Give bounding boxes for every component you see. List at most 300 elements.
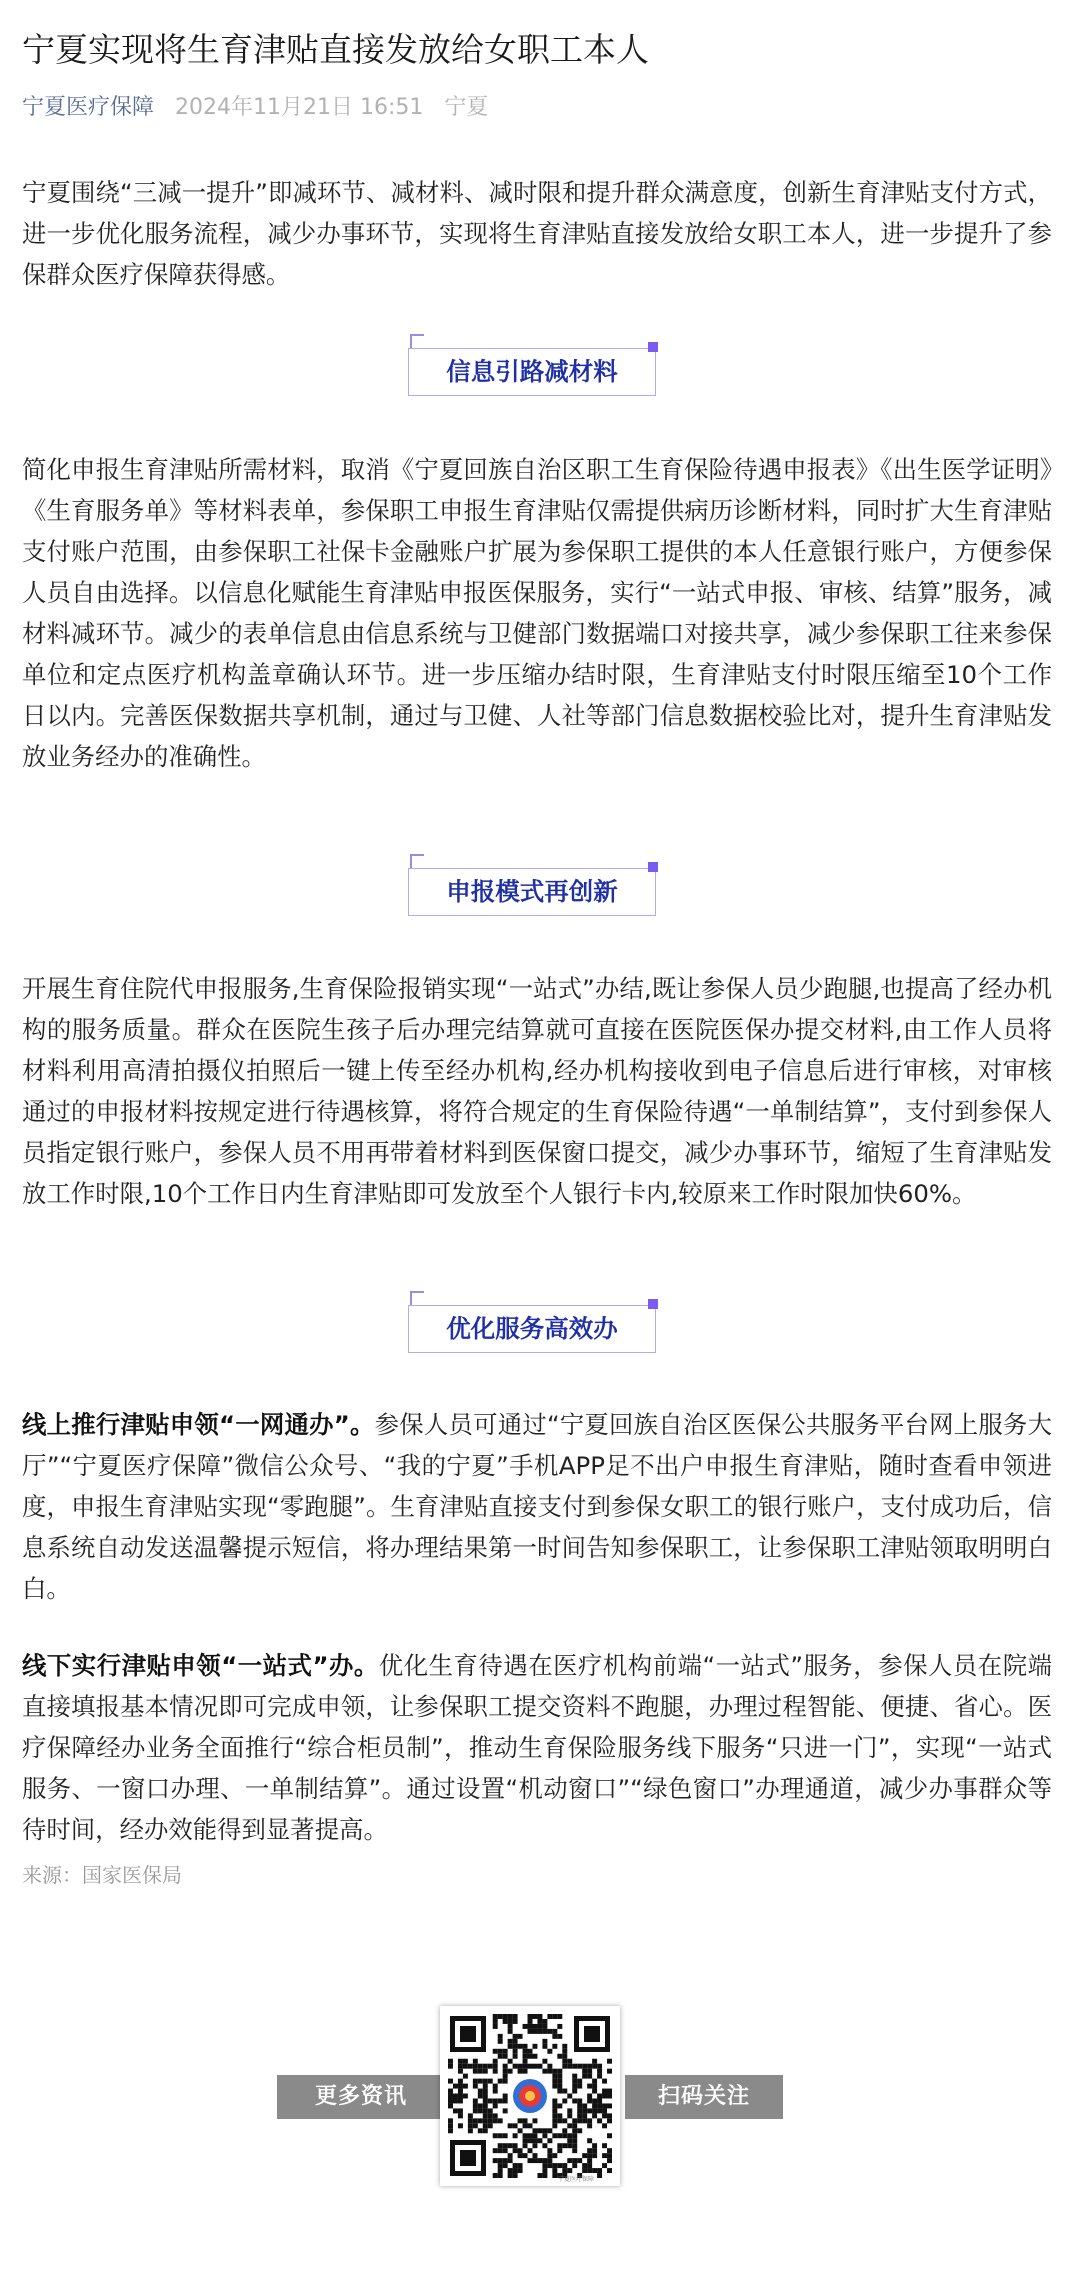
qr-module (587, 2098, 592, 2103)
qr-module (542, 2158, 547, 2163)
qr-module (458, 2094, 463, 2099)
qr-module (582, 2153, 587, 2158)
qr-module (498, 2148, 503, 2153)
qr-module (453, 2108, 458, 2113)
qr-module (453, 2084, 458, 2089)
qr-module (577, 2064, 582, 2069)
qr-module (513, 2123, 518, 2128)
section-3-item-2 (22, 1645, 1052, 1850)
qr-module (483, 2084, 488, 2089)
qr-module (503, 2014, 508, 2019)
qr-module (508, 2173, 513, 2178)
qr-module (508, 2024, 513, 2029)
qr-module (552, 2084, 557, 2089)
qr-module (547, 2138, 552, 2143)
qr-module (562, 2089, 567, 2094)
qr-module (513, 2039, 518, 2044)
qr-module (503, 2064, 508, 2069)
qr-module (572, 2143, 577, 2148)
qr-module (532, 2143, 537, 2148)
qr-module (473, 2108, 478, 2113)
qr-module (503, 2133, 508, 2138)
publish-date: 2024年11月21日 16:51 (175, 95, 424, 120)
qr-module (572, 2084, 577, 2089)
qr-module (607, 2118, 612, 2123)
qr-module (532, 2158, 537, 2163)
section-heading-label: 申报模式再创新 (446, 877, 618, 906)
qr-module (547, 2014, 552, 2019)
qr-watermark-caption: 宁夏医疗保障 (558, 2176, 595, 2183)
account-name-link[interactable]: 宁夏医疗保障 (22, 95, 155, 120)
qr-module (592, 2148, 597, 2153)
qr-module (547, 2069, 552, 2074)
qr-module (572, 2118, 577, 2123)
qr-module (448, 2059, 453, 2064)
qr-module (513, 2034, 518, 2039)
qr-module (567, 2143, 572, 2148)
qr-module (572, 2128, 577, 2133)
qr-module (503, 2049, 508, 2054)
qr-module (518, 2153, 523, 2158)
qr-module (572, 2148, 577, 2153)
qr-module (582, 2103, 587, 2108)
qr-module (498, 2079, 503, 2084)
qr-module (503, 2158, 508, 2163)
qr-module (483, 2123, 488, 2128)
qr-module (607, 2158, 612, 2163)
qr-module (473, 2084, 478, 2089)
qr-module (547, 2148, 552, 2153)
qr-module (503, 2074, 508, 2079)
qr-module (523, 2138, 528, 2143)
qr-module (528, 2138, 533, 2143)
qr-module (537, 2014, 542, 2019)
qr-module (498, 2163, 503, 2168)
qr-module (528, 2014, 533, 2019)
qr-module (557, 2024, 562, 2029)
qr-module (607, 2133, 612, 2138)
qr-module (547, 2163, 552, 2168)
qr-module (463, 2084, 468, 2089)
qr-module (552, 2173, 557, 2178)
qr-module (577, 2118, 582, 2123)
qr-module (493, 2049, 498, 2054)
qr-module (523, 2069, 528, 2074)
qr-module (562, 2163, 567, 2168)
qr-module (478, 2128, 483, 2133)
qr-module (572, 2133, 577, 2138)
qr-module (582, 2113, 587, 2118)
qr-module (478, 2069, 483, 2074)
qr-module (523, 2049, 528, 2054)
qr-module (473, 2103, 478, 2108)
qr-module (463, 2064, 468, 2069)
qr-module (523, 2118, 528, 2123)
qr-module (602, 2113, 607, 2118)
qr-module (503, 2019, 508, 2024)
qr-module (523, 2059, 528, 2064)
qr-module (498, 2173, 503, 2178)
qr-module (528, 2049, 533, 2054)
qr-module (552, 2163, 557, 2168)
qr-module (528, 2148, 533, 2153)
qr-module (473, 2118, 478, 2123)
qr-module (572, 2158, 577, 2163)
qr-module (572, 2123, 577, 2128)
qr-module (582, 2108, 587, 2113)
qr-module (463, 2074, 468, 2079)
section-heading-2 (408, 854, 658, 910)
qr-module (468, 2123, 473, 2128)
qr-module (523, 2123, 528, 2128)
qr-module (528, 2019, 533, 2024)
qr-module (448, 2079, 453, 2084)
qr-module (552, 2113, 557, 2118)
qr-module (503, 2163, 508, 2168)
qr-module (498, 2133, 503, 2138)
qr-module (607, 2153, 612, 2158)
qr-module (488, 2123, 493, 2128)
qr-module (483, 2103, 488, 2108)
qr-module (503, 2148, 508, 2153)
qr-module (572, 2089, 577, 2094)
qr-module (488, 2113, 493, 2118)
qr-module (552, 2118, 557, 2123)
qr-module (582, 2069, 587, 2074)
qr-module (597, 2094, 602, 2099)
qr-module (463, 2059, 468, 2064)
qr-module (592, 2103, 597, 2108)
qr-module (453, 2094, 458, 2099)
qr-module (577, 2084, 582, 2089)
qr-module (567, 2059, 572, 2064)
section-heading-label: 优化服务高效办 (446, 1314, 618, 1343)
qr-module (458, 2084, 463, 2089)
qr-module (473, 2064, 478, 2069)
qr-module (587, 2069, 592, 2074)
qr-module (523, 2054, 528, 2059)
qr-module (562, 2044, 567, 2049)
qr-module (547, 2158, 552, 2163)
qr-module (552, 2074, 557, 2079)
qr-module (587, 2074, 592, 2079)
qr-module (597, 2103, 602, 2108)
qr-module (493, 2118, 498, 2123)
qr-module (493, 2089, 498, 2094)
qr-module (597, 2118, 602, 2123)
qr-module (582, 2064, 587, 2069)
qr-module (562, 2098, 567, 2103)
qr-module (532, 2064, 537, 2069)
heading-decoration-line (410, 854, 424, 856)
qr-module (498, 2034, 503, 2039)
qr-module (448, 2098, 453, 2103)
qr-module (518, 2148, 523, 2153)
item-body-text: 优化生育待遇在医疗机构前端“一站式”服务，参保人员在院端直接填报基本情况即可完成申领，让参保职工提交资料不跑腿，办理过程智能、便捷、省心。医疗保障经办业务全面推行“综合柜员制”，推动生育保险服务线下服务“只进一门”，实现“一站式服务、一窗口办理、一单制结算”。通过设置“机动窗口”“绿色窗口”办理通道，减少办事群众等待时间，经办效能得到显著提高。 (22, 1651, 1052, 1844)
qr-module (587, 2084, 592, 2089)
qr-module (458, 2079, 463, 2084)
qr-module (523, 2133, 528, 2138)
qr-module (572, 2064, 577, 2069)
qr-module (572, 2074, 577, 2079)
qr-module (557, 2079, 562, 2084)
qr-module (503, 2054, 508, 2059)
qr-module (587, 2148, 592, 2153)
qr-module (562, 2118, 567, 2123)
qr-module (562, 2168, 567, 2173)
qr-module (542, 2024, 547, 2029)
qr-module (597, 2064, 602, 2069)
qr-module (582, 2168, 587, 2173)
qr-module (577, 2079, 582, 2084)
qr-module (587, 2094, 592, 2099)
qr-module (503, 2079, 508, 2084)
qr-module (518, 2118, 523, 2123)
qr-module (508, 2019, 513, 2024)
qr-module (602, 2079, 607, 2084)
qr-module (587, 2108, 592, 2113)
section-heading-label: 信息引路减材料 (446, 357, 618, 386)
qr-module (448, 2089, 453, 2094)
qr-module (532, 2118, 537, 2123)
qr-module (547, 2064, 552, 2069)
qr-module (468, 2118, 473, 2123)
qr-module (478, 2094, 483, 2099)
qr-module (562, 2049, 567, 2054)
qr-module (498, 2014, 503, 2019)
qr-module (552, 2014, 557, 2019)
qr-module (503, 2098, 508, 2103)
publish-location: 宁夏 (444, 95, 489, 120)
qr-module (592, 2108, 597, 2113)
qr-module (602, 2094, 607, 2099)
qr-module (493, 2113, 498, 2118)
qr-module (483, 2113, 488, 2118)
qr-module (528, 2064, 533, 2069)
qr-module (513, 2049, 518, 2054)
qr-module (537, 2024, 542, 2029)
qr-module (547, 2153, 552, 2158)
qr-module (537, 2064, 542, 2069)
qr-module (592, 2064, 597, 2069)
qr-module (488, 2108, 493, 2113)
qr-module (448, 2103, 453, 2108)
qr-module (592, 2168, 597, 2173)
qr-module (562, 2064, 567, 2069)
qr-module (552, 2133, 557, 2138)
qr-module (557, 2034, 562, 2039)
qr-module (592, 2089, 597, 2094)
qr-module (557, 2014, 562, 2019)
qr-module (458, 2108, 463, 2113)
qr-module (537, 2158, 542, 2163)
section-heading-1 (408, 334, 658, 390)
qr-module (542, 2133, 547, 2138)
qr-module (587, 2064, 592, 2069)
qr-module (552, 2034, 557, 2039)
qr-module (592, 2098, 597, 2103)
qr-module (453, 2098, 458, 2103)
qr-module (587, 2138, 592, 2143)
qr-module (557, 2054, 562, 2059)
qr-module (542, 2173, 547, 2178)
qr-module (557, 2113, 562, 2118)
qr-module (567, 2133, 572, 2138)
qr-module (483, 2094, 488, 2099)
qr-code-graphic (448, 2014, 612, 2178)
qr-module (542, 2069, 547, 2074)
qr-module (572, 2163, 577, 2168)
qr-module (473, 2079, 478, 2084)
qr-module (508, 2123, 513, 2128)
qr-module (493, 2098, 498, 2103)
qr-module (557, 2089, 562, 2094)
qr-module (582, 2163, 587, 2168)
qr-module (513, 2064, 518, 2069)
qr-module (503, 2143, 508, 2148)
qr-module (513, 2014, 518, 2019)
qr-module (498, 2049, 503, 2054)
qr-module (493, 2059, 498, 2064)
qr-module (547, 2029, 552, 2034)
qr-module (592, 2079, 597, 2084)
qr-module (547, 2128, 552, 2133)
qr-module (523, 2044, 528, 2049)
qr-module (513, 2133, 518, 2138)
qr-module (577, 2108, 582, 2113)
qr-module (592, 2113, 597, 2118)
qr-module (562, 2128, 567, 2133)
qr-module (537, 2128, 542, 2133)
qr-module (503, 2069, 508, 2074)
qr-module (552, 2103, 557, 2108)
qr-module (518, 2034, 523, 2039)
section-2-paragraph: 开展生育住院代申报服务,生育保险报销实现“一站式”办结,既让参保人员少跑腿,也提高了经办机构的服务质量。群众在医院生孩子后办理完结算就可直接在医院医保办提交材料,由工作人员将材料利用高清拍摄仪拍照后一键上传至经办机构,经办机构接收到电子信息后进行审核，对审核通过的申报材料按规定进行待遇核算，将符合规定的生育保险待遇“一单制结算”，支付到参保人员指定银行账户，参保人员不用再带着材料到医保窗口提交，减少办事环节，缩短了生育津贴发放工作时限,10个工作日内生育津贴即可发放至个人银行卡内,较原来工作时限加快60%。 (22, 974, 1052, 1208)
qr-module (602, 2108, 607, 2113)
qr-module (597, 2108, 602, 2113)
qr-module (577, 2103, 582, 2108)
qr-module (478, 2108, 483, 2113)
qr-module (483, 2079, 488, 2084)
qr-module (557, 2163, 562, 2168)
qr-module (602, 2103, 607, 2108)
qr-module (478, 2118, 483, 2123)
qr-module (587, 2158, 592, 2163)
qr-module (488, 2098, 493, 2103)
qr-module (478, 2079, 483, 2084)
scan-follow-label: 扫码关注 (625, 2075, 783, 2119)
qr-module (607, 2148, 612, 2153)
qr-module (557, 2069, 562, 2074)
qr-module (537, 2138, 542, 2143)
intro-paragraph: 宁夏围绕“三减一提升”即减环节、减材料、减时限和提升群众满意度，创新生育津贴支付方式，进一步优化服务流程，减少办事环节，实现将生育津贴直接发放给女职工本人，进一步提升了参保群众医疗保障获得感。 (22, 178, 1052, 289)
qr-code[interactable] (440, 2006, 620, 2186)
qr-module (518, 2128, 523, 2133)
qr-module (587, 2123, 592, 2128)
qr-module (458, 2113, 463, 2118)
qr-module (577, 2158, 582, 2163)
qr-module (498, 2143, 503, 2148)
qr-module (557, 2148, 562, 2153)
qr-module (592, 2153, 597, 2158)
qr-finder-pattern (450, 2140, 486, 2176)
qr-module (493, 2064, 498, 2069)
qr-module (528, 2123, 533, 2128)
qr-module (478, 2089, 483, 2094)
qr-module (493, 2173, 498, 2178)
qr-module (523, 2024, 528, 2029)
qr-module (552, 2069, 557, 2074)
qr-module (567, 2108, 572, 2113)
qr-module (498, 2118, 503, 2123)
qr-module (523, 2064, 528, 2069)
qr-module (567, 2138, 572, 2143)
qr-module (557, 2084, 562, 2089)
qr-module (587, 2163, 592, 2168)
qr-module (493, 2014, 498, 2019)
qr-module (542, 2044, 547, 2049)
qr-module (592, 2143, 597, 2148)
qr-module (498, 2168, 503, 2173)
qr-module (493, 2084, 498, 2089)
qr-module (572, 2098, 577, 2103)
qr-module (448, 2064, 453, 2069)
qr-module (508, 2029, 513, 2034)
qr-module (483, 2069, 488, 2074)
qr-module (607, 2103, 612, 2108)
qr-module (493, 2103, 498, 2108)
qr-module (508, 2059, 513, 2064)
qr-module (448, 2128, 453, 2133)
qr-module (473, 2123, 478, 2128)
qr-module (528, 2158, 533, 2163)
qr-module (567, 2113, 572, 2118)
qr-module (552, 2079, 557, 2084)
qr-module (567, 2123, 572, 2128)
qr-module (513, 2148, 518, 2153)
qr-module (518, 2069, 523, 2074)
qr-module (532, 2014, 537, 2019)
section-heading-3 (408, 1291, 658, 1347)
qr-module (478, 2103, 483, 2108)
item-lead-text: 线上推行津贴申领“一网通办”。 (22, 1410, 375, 1439)
qr-module (473, 2059, 478, 2064)
heading-decoration-line (410, 1291, 424, 1293)
qr-module (587, 2118, 592, 2123)
qr-module (513, 2173, 518, 2178)
qr-module (562, 2059, 567, 2064)
qr-module (552, 2153, 557, 2158)
qr-module (498, 2054, 503, 2059)
qr-module (528, 2133, 533, 2138)
qr-module (468, 2128, 473, 2133)
qr-module (557, 2118, 562, 2123)
qr-module (552, 2098, 557, 2103)
qr-module (513, 2044, 518, 2049)
qr-module (493, 2069, 498, 2074)
qr-module (597, 2074, 602, 2079)
qr-module (542, 2128, 547, 2133)
qr-module (468, 2113, 473, 2118)
qr-module (552, 2029, 557, 2034)
qr-module (542, 2059, 547, 2064)
qr-finder-pattern (450, 2016, 486, 2052)
qr-module (567, 2064, 572, 2069)
qr-module (532, 2153, 537, 2158)
qr-module (478, 2064, 483, 2069)
qr-module (518, 2044, 523, 2049)
qr-module (542, 2039, 547, 2044)
